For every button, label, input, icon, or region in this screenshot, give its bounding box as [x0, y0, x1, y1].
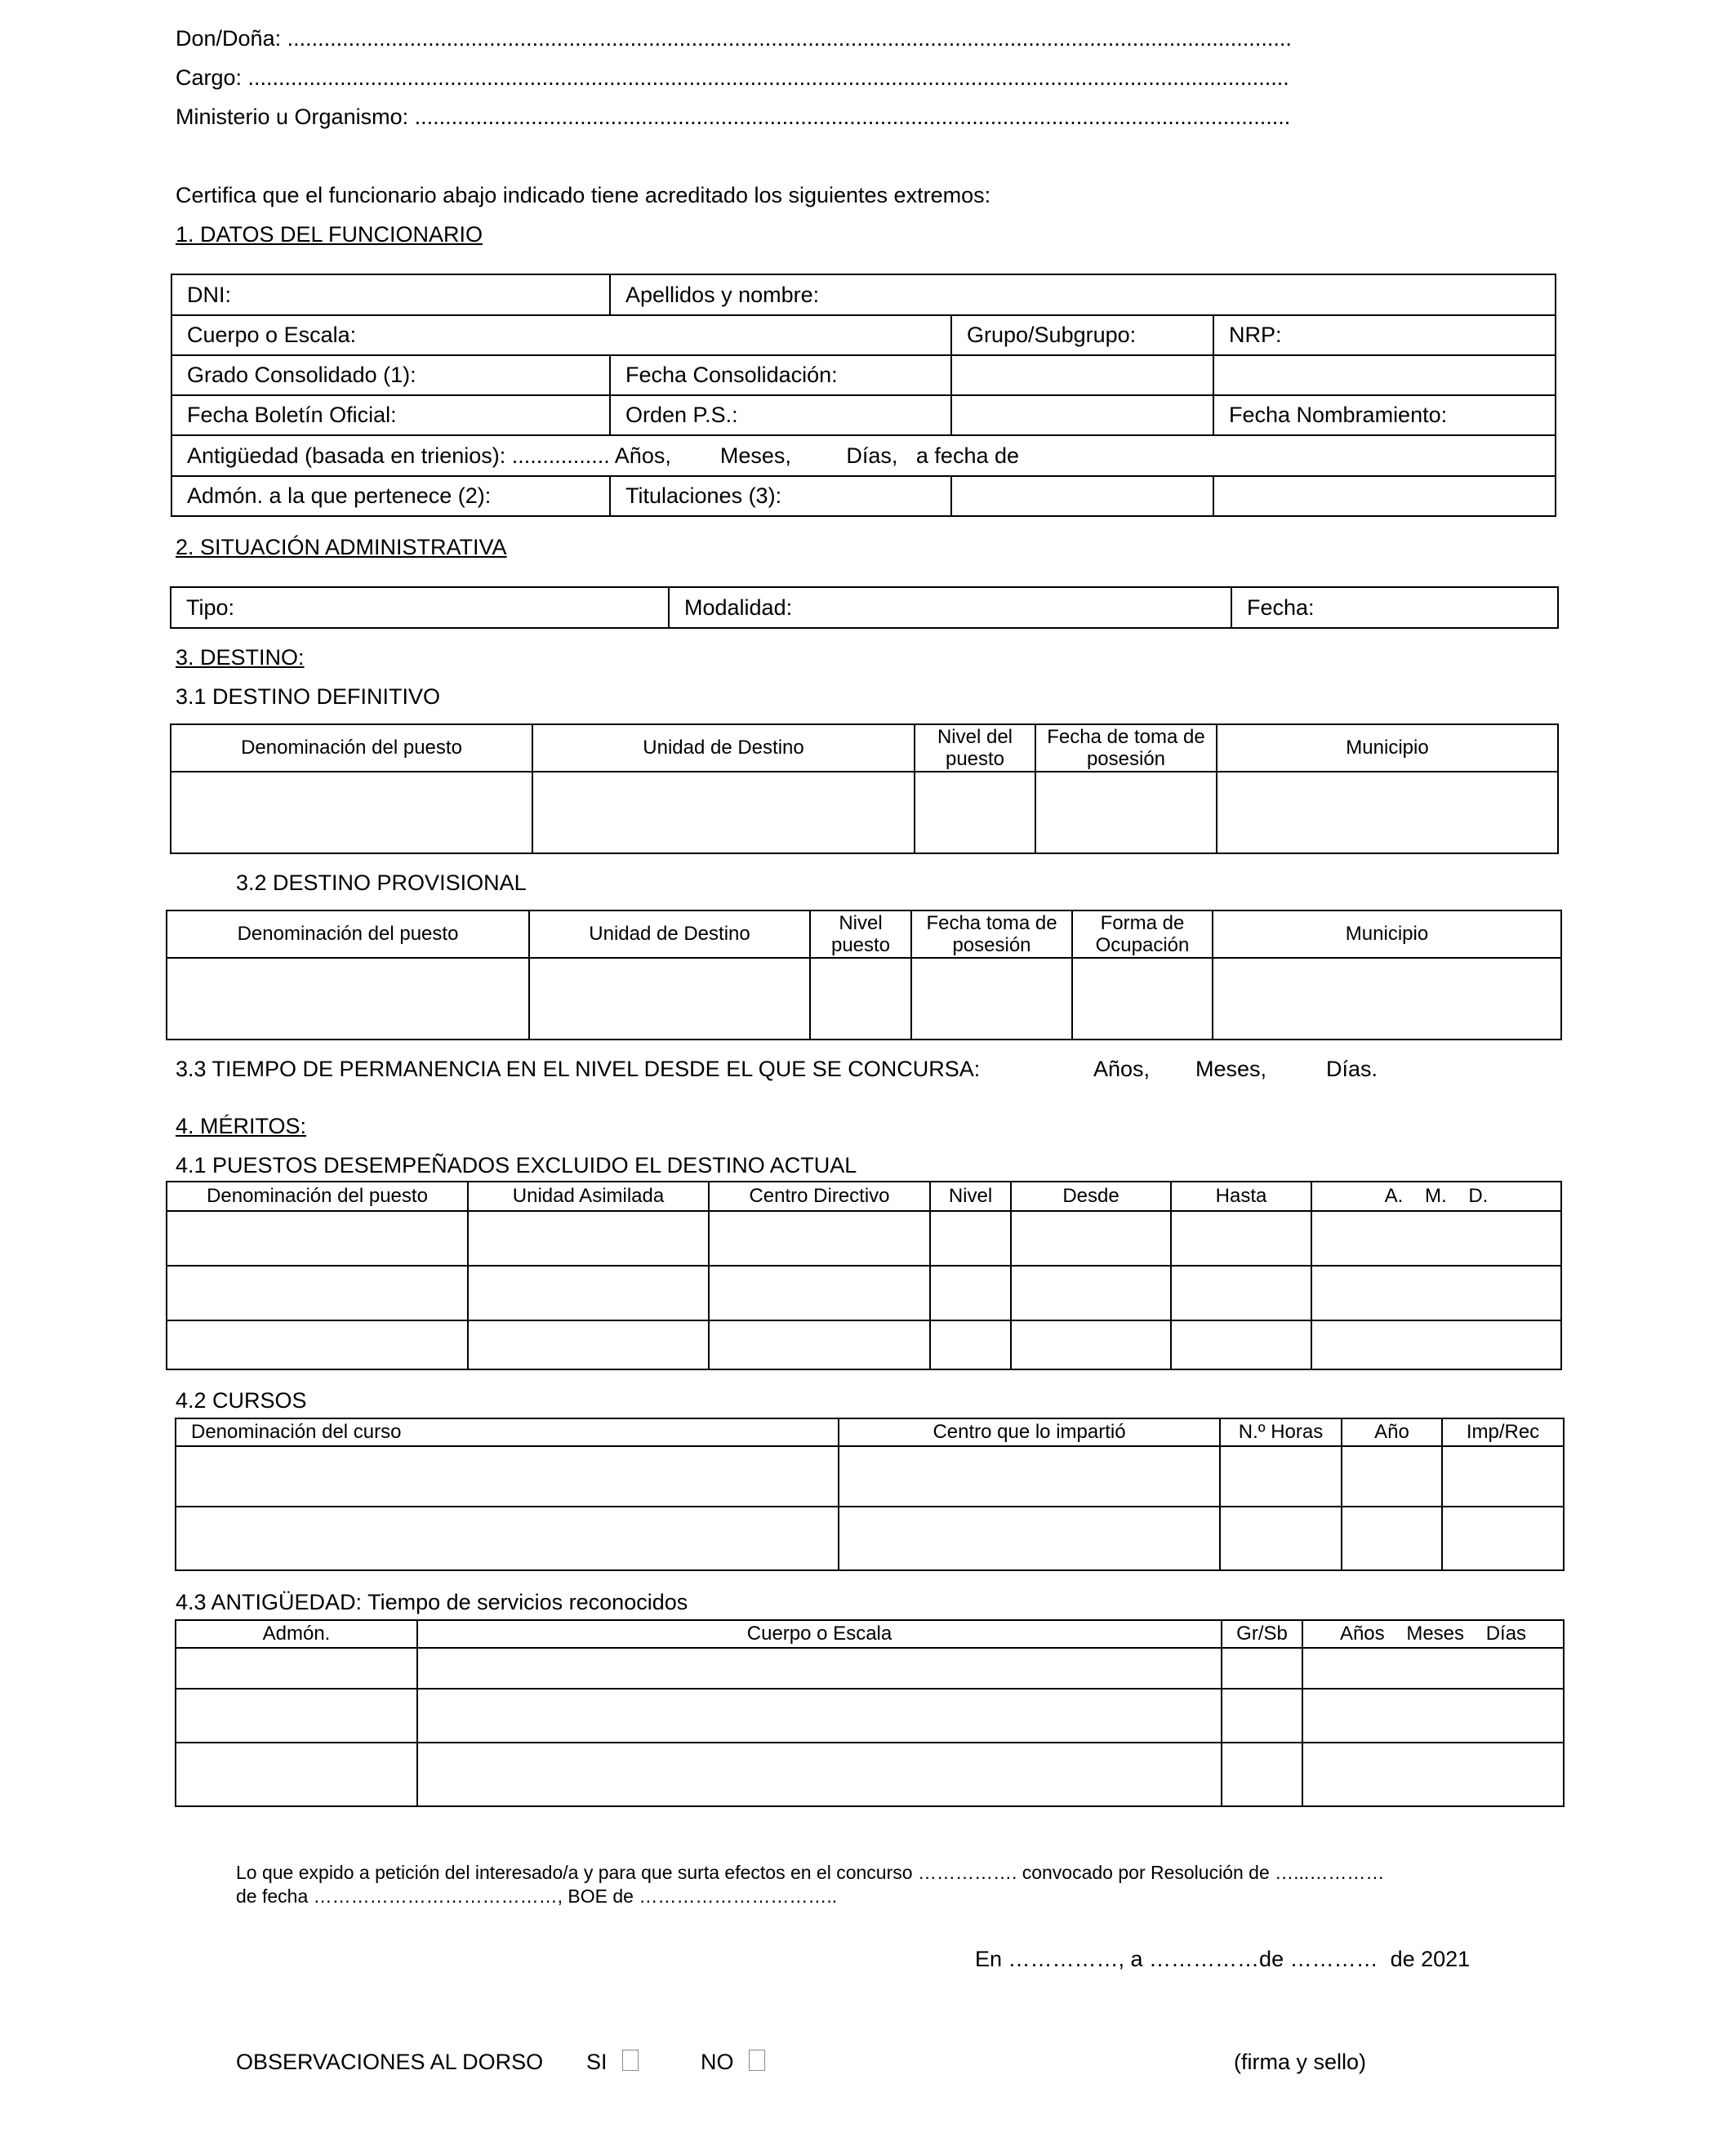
table-cell[interactable]: [1311, 1211, 1561, 1266]
header-cell: Imp/Rec: [1442, 1418, 1564, 1446]
footer-line1: Lo que expido a petición del interesado/a y para que surta efectos en el concurso ……………. convocado por Resolución de …...…………: [236, 1862, 1385, 1883]
nrp-cell[interactable]: NRP:: [1213, 315, 1556, 355]
grupo-cell[interactable]: Grupo/Subgrupo:: [951, 315, 1213, 355]
table-cell[interactable]: [176, 1743, 417, 1806]
section2-title: 2. SITUACIÓN ADMINISTRATIVA: [176, 535, 507, 559]
header-cell: Nivel: [930, 1182, 1011, 1211]
observaciones-label: OBSERVACIONES AL DORSO: [236, 2050, 544, 2074]
modalidad-cell[interactable]: Modalidad:: [669, 587, 1231, 628]
orden-cell[interactable]: Orden P.S.:: [610, 395, 951, 435]
section32-title: 3.2 DESTINO PROVISIONAL: [236, 870, 527, 895]
table-cell[interactable]: [930, 1266, 1011, 1320]
table-cell[interactable]: [529, 958, 810, 1040]
fecha-consolidacion-cell[interactable]: Fecha Consolidación:: [610, 355, 951, 395]
no-checkbox-icon[interactable]: [749, 2050, 765, 2071]
table-cell[interactable]: [417, 1743, 1222, 1806]
header-cell: Nivel del puesto: [915, 724, 1035, 772]
header-cell: Unidad de Destino: [532, 724, 915, 772]
header-cell: Denominación del puesto: [167, 1182, 468, 1211]
table-cell[interactable]: [709, 1211, 930, 1266]
table-cell[interactable]: [468, 1266, 709, 1320]
cargo-line[interactable]: Cargo: ..........................................................................................................................................................................: [176, 65, 1289, 90]
table-cell[interactable]: [709, 1320, 930, 1369]
table-cell[interactable]: [930, 1211, 1011, 1266]
titulaciones-cell[interactable]: Titulaciones (3):: [610, 476, 951, 516]
table-cell[interactable]: [417, 1689, 1222, 1743]
cursos-table: [175, 1418, 1565, 1571]
header-cell: Denominación del curso: [176, 1418, 839, 1446]
cuerpo-cell[interactable]: Cuerpo o Escala:: [171, 315, 951, 355]
table-cell[interactable]: [1171, 1211, 1311, 1266]
table-cell[interactable]: [1342, 1507, 1442, 1570]
table-cell[interactable]: [1171, 1320, 1311, 1369]
intro-text: Certifica que el funcionario abajo indicado tiene acreditado los siguientes extremos:: [176, 183, 991, 207]
table-cell[interactable]: [1072, 958, 1213, 1040]
table-cell[interactable]: [468, 1320, 709, 1369]
table-cell[interactable]: [167, 958, 529, 1040]
no-option[interactable]: [701, 2050, 765, 2075]
antiguedad-cell[interactable]: Antigüedad (basada en trienios): ................ Años, Meses, Días, a fecha de: [171, 435, 1556, 476]
section3-title: 3. DESTINO:: [176, 645, 305, 670]
table-cell[interactable]: [1011, 1211, 1171, 1266]
destino-provisional-table: [166, 910, 1562, 1040]
empty-cell[interactable]: [951, 476, 1213, 516]
don-dona-line[interactable]: Don/Doña: ....................................................................................................................................................................: [176, 26, 1292, 51]
table-cell[interactable]: [1213, 958, 1561, 1040]
empty-cell[interactable]: [951, 355, 1213, 395]
table-cell[interactable]: [839, 1507, 1220, 1570]
table-cell[interactable]: [839, 1446, 1220, 1507]
section43-title: 4.3 ANTIGÜEDAD: Tiempo de servicios reconocidos: [176, 1590, 688, 1614]
table-cell[interactable]: [1220, 1507, 1342, 1570]
si-checkbox-icon[interactable]: [622, 2050, 639, 2071]
no-label: NO: [701, 2050, 734, 2074]
ministerio-line[interactable]: Ministerio u Organismo: ...............................................................................................................................................: [176, 105, 1291, 129]
table-cell[interactable]: [1035, 772, 1217, 853]
header-cell: Fecha de toma de posesión: [1035, 724, 1217, 772]
destino-definitivo-table: [170, 723, 1559, 854]
section42-title: 4.2 CURSOS: [176, 1388, 307, 1413]
header-cell: Unidad de Destino: [529, 910, 810, 958]
table-cell[interactable]: [176, 1648, 417, 1689]
table-cell[interactable]: [709, 1266, 930, 1320]
table-cell[interactable]: [1222, 1743, 1302, 1806]
table-cell[interactable]: [1011, 1266, 1171, 1320]
grado-cell[interactable]: Grado Consolidado (1):: [171, 355, 610, 395]
table-cell[interactable]: [1442, 1507, 1564, 1570]
header-cell: Admón.: [176, 1620, 417, 1648]
si-label: SI: [586, 2050, 608, 2074]
section33-title: 3.3 TIEMPO DE PERMANENCIA EN EL NIVEL DESDE EL QUE SE CONCURSA:: [176, 1057, 981, 1081]
table-cell[interactable]: [171, 772, 532, 853]
admon-cell[interactable]: Admón. a la que pertenece (2):: [171, 476, 610, 516]
header-cell: Desde: [1011, 1182, 1171, 1211]
firma-label: (firma y sello): [1234, 2050, 1367, 2074]
table-cell[interactable]: [167, 1320, 468, 1369]
table-cell[interactable]: [1302, 1743, 1564, 1806]
table-cell[interactable]: [1342, 1446, 1442, 1507]
table-cell[interactable]: [1220, 1446, 1342, 1507]
table-cell[interactable]: [176, 1507, 839, 1570]
table-cell[interactable]: [810, 958, 911, 1040]
header-cell: Centro Directivo: [709, 1182, 930, 1211]
header-cell: Denominación del puesto: [167, 910, 529, 958]
section41-title: 4.1 PUESTOS DESEMPEÑADOS EXCLUIDO EL DESTINO ACTUAL: [176, 1153, 857, 1178]
section4-title: 4. MÉRITOS:: [176, 1114, 307, 1138]
header-cell: Año: [1342, 1418, 1442, 1446]
table-cell[interactable]: [417, 1648, 1222, 1689]
table-cell[interactable]: [915, 772, 1035, 853]
s33-dias: Días.: [1326, 1057, 1378, 1081]
table-cell[interactable]: [1171, 1266, 1311, 1320]
table-cell[interactable]: [1311, 1266, 1561, 1320]
header-cell: Nivel puesto: [810, 910, 911, 958]
table-cell[interactable]: [911, 958, 1072, 1040]
header-cell: A. M. D.: [1311, 1182, 1561, 1211]
table-cell[interactable]: [1442, 1446, 1564, 1507]
empty-cell[interactable]: [1213, 476, 1556, 516]
empty-cell[interactable]: [1213, 355, 1556, 395]
s33-meses: Meses,: [1195, 1057, 1267, 1081]
s33-anos: Años,: [1093, 1057, 1151, 1081]
header-cell: Cuerpo o Escala: [417, 1620, 1222, 1648]
table-cell[interactable]: [1302, 1689, 1564, 1743]
table-cell[interactable]: [1222, 1648, 1302, 1689]
fecha-boletin-cell[interactable]: Fecha Boletín Oficial:: [171, 395, 610, 435]
header-cell: Gr/Sb: [1222, 1620, 1302, 1648]
header-cell: Fecha toma de posesión: [911, 910, 1072, 958]
header-cell: Unidad Asimilada: [468, 1182, 709, 1211]
table-cell[interactable]: [176, 1446, 839, 1507]
section1-title: 1. DATOS DEL FUNCIONARIO: [176, 222, 483, 247]
footer-line2: de fecha …………………………………, BOE de …………………………..: [236, 1885, 838, 1907]
fecha-nombramiento-cell[interactable]: Fecha Nombramiento:: [1213, 395, 1556, 435]
table-cell[interactable]: [176, 1689, 417, 1743]
fecha-cell[interactable]: Fecha:: [1231, 587, 1558, 628]
antiguedad-table: [175, 1619, 1565, 1807]
si-option[interactable]: [586, 2050, 639, 2075]
header-cell: Años Meses Días: [1302, 1620, 1564, 1648]
datos-funcionario-table: [171, 274, 1556, 517]
table-cell[interactable]: [532, 772, 915, 853]
header-cell: Municipio: [1213, 910, 1561, 958]
apellidos-cell[interactable]: Apellidos y nombre:: [610, 274, 1556, 315]
table-cell[interactable]: [1217, 772, 1558, 853]
header-cell: Municipio: [1217, 724, 1558, 772]
dni-cell[interactable]: DNI:: [171, 274, 610, 315]
empty-cell[interactable]: [951, 395, 1213, 435]
date-line[interactable]: En ……………, a ……………de ………… de 2021: [975, 1947, 1471, 1971]
table-cell[interactable]: [167, 1211, 468, 1266]
tipo-cell[interactable]: Tipo:: [171, 587, 669, 628]
situacion-table: [170, 586, 1559, 629]
table-cell[interactable]: [1302, 1648, 1564, 1689]
header-cell: Forma de Ocupación: [1072, 910, 1213, 958]
table-cell[interactable]: [1311, 1320, 1561, 1369]
table-cell[interactable]: [930, 1320, 1011, 1369]
section31-title: 3.1 DESTINO DEFINITIVO: [176, 684, 441, 709]
table-cell[interactable]: [167, 1266, 468, 1320]
header-cell: Hasta: [1171, 1182, 1311, 1211]
puestos-table: [166, 1181, 1562, 1370]
header-cell: Centro que lo impartió: [839, 1418, 1220, 1446]
header-cell: Denominación del puesto: [171, 724, 532, 772]
table-cell[interactable]: [1222, 1689, 1302, 1743]
header-cell: N.º Horas: [1220, 1418, 1342, 1446]
table-cell[interactable]: [468, 1211, 709, 1266]
table-cell[interactable]: [1011, 1320, 1171, 1369]
